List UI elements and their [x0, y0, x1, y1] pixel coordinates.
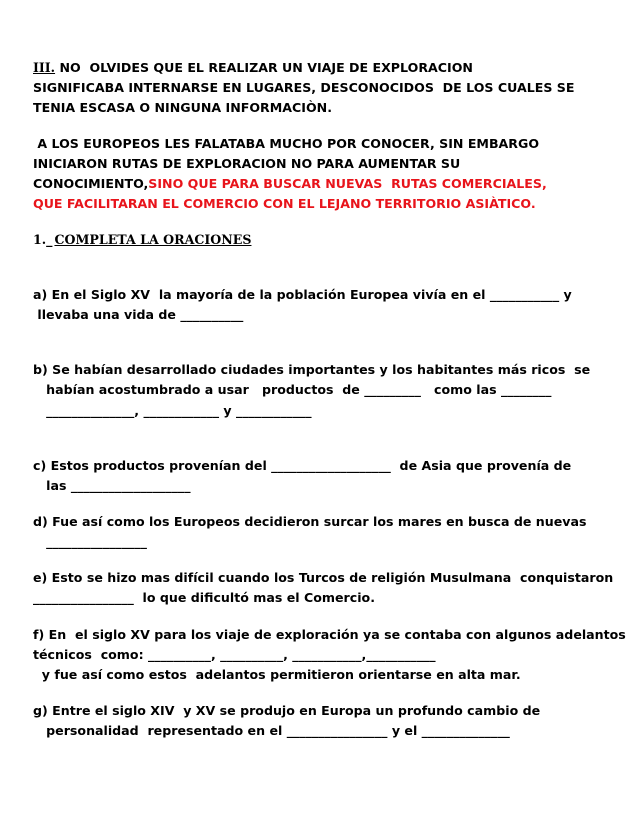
- question-b-line-3: ______________, ____________ y ____________: [33, 403, 312, 418]
- question-d-line-2: ________________: [33, 534, 147, 549]
- intro-line-3: TENIA ESCASA O NINGUNA INFORMACIÒN.: [33, 100, 332, 115]
- question-f-line-3: y fue así como estos adelantos permitieron orientarse en alta mar.: [33, 667, 521, 682]
- question-f-line-1: f) En el siglo XV para los viaje de exploración ya se contaba con algunos adelantos: [33, 627, 626, 642]
- paragraph-line-3-black: CONOCIMIENTO,: [33, 176, 149, 191]
- question-c-line-1: c) Estos productos provenían del ___________________ de Asia que provenía de: [33, 458, 572, 473]
- question-b-line-1: b) Se habían desarrollado ciudades importantes y los habitantes más ricos se: [33, 362, 591, 377]
- question-g-line-1: g) Entre el siglo XIV y XV se produjo en Europa un profundo cambio de: [33, 703, 541, 718]
- intro-line-1-text: NO OLVIDES QUE EL REALIZAR UN VIAJE DE EXPLORACION: [55, 60, 473, 75]
- question-a-line-1: a) En el Siglo XV la mayoría de la población Europea vivía en el ___________ y: [33, 287, 572, 302]
- question-a-line-2: llevaba una vida de __________: [33, 307, 244, 322]
- intro-line-2: SIGNIFICABA INTERNARSE EN LUGARES, DESCONOCIDOS DE LOS CUALES SE: [33, 80, 575, 95]
- question-d-line-1: d) Fue así como los Europeos decidieron surcar los mares en busca de nuevas: [33, 514, 587, 529]
- question-e-line-2: ________________ lo que dificultó mas el Comercio.: [33, 590, 375, 605]
- paragraph-line-3: [33, 174, 547, 194]
- question-g-line-2: personalidad representado en el ________________ y el ______________: [33, 723, 510, 738]
- section-number: 1._: [33, 232, 53, 247]
- section-title: COMPLETA LA ORACIONES: [54, 232, 252, 247]
- section-heading: [33, 230, 251, 250]
- paragraph-line-3-red: SINO QUE PARA BUSCAR NUEVAS RUTAS COMERCIALES,: [148, 176, 547, 191]
- question-b-line-2: habían acostumbrado a usar productos de _________ como las ________: [33, 382, 552, 397]
- question-e-line-1: e) Esto se hizo mas difícil cuando los Turcos de religión Musulmana conquistaron: [33, 570, 614, 585]
- intro-line-1: [33, 58, 473, 78]
- paragraph-line-1: A LOS EUROPEOS LES FALATABA MUCHO POR CONOCER, SIN EMBARGO: [33, 136, 540, 151]
- roman-numeral: III.: [33, 60, 56, 75]
- paragraph-line-2: INICIARON RUTAS DE EXPLORACION NO PARA AUMENTAR SU: [33, 156, 461, 171]
- question-f-line-2: técnicos como: __________, __________, ___________,___________: [33, 647, 436, 662]
- question-c-line-2: las ___________________: [33, 478, 191, 493]
- paragraph-line-4: QUE FACILITARAN EL COMERCIO CON EL LEJANO TERRITORIO ASIÀTICO.: [33, 196, 536, 211]
